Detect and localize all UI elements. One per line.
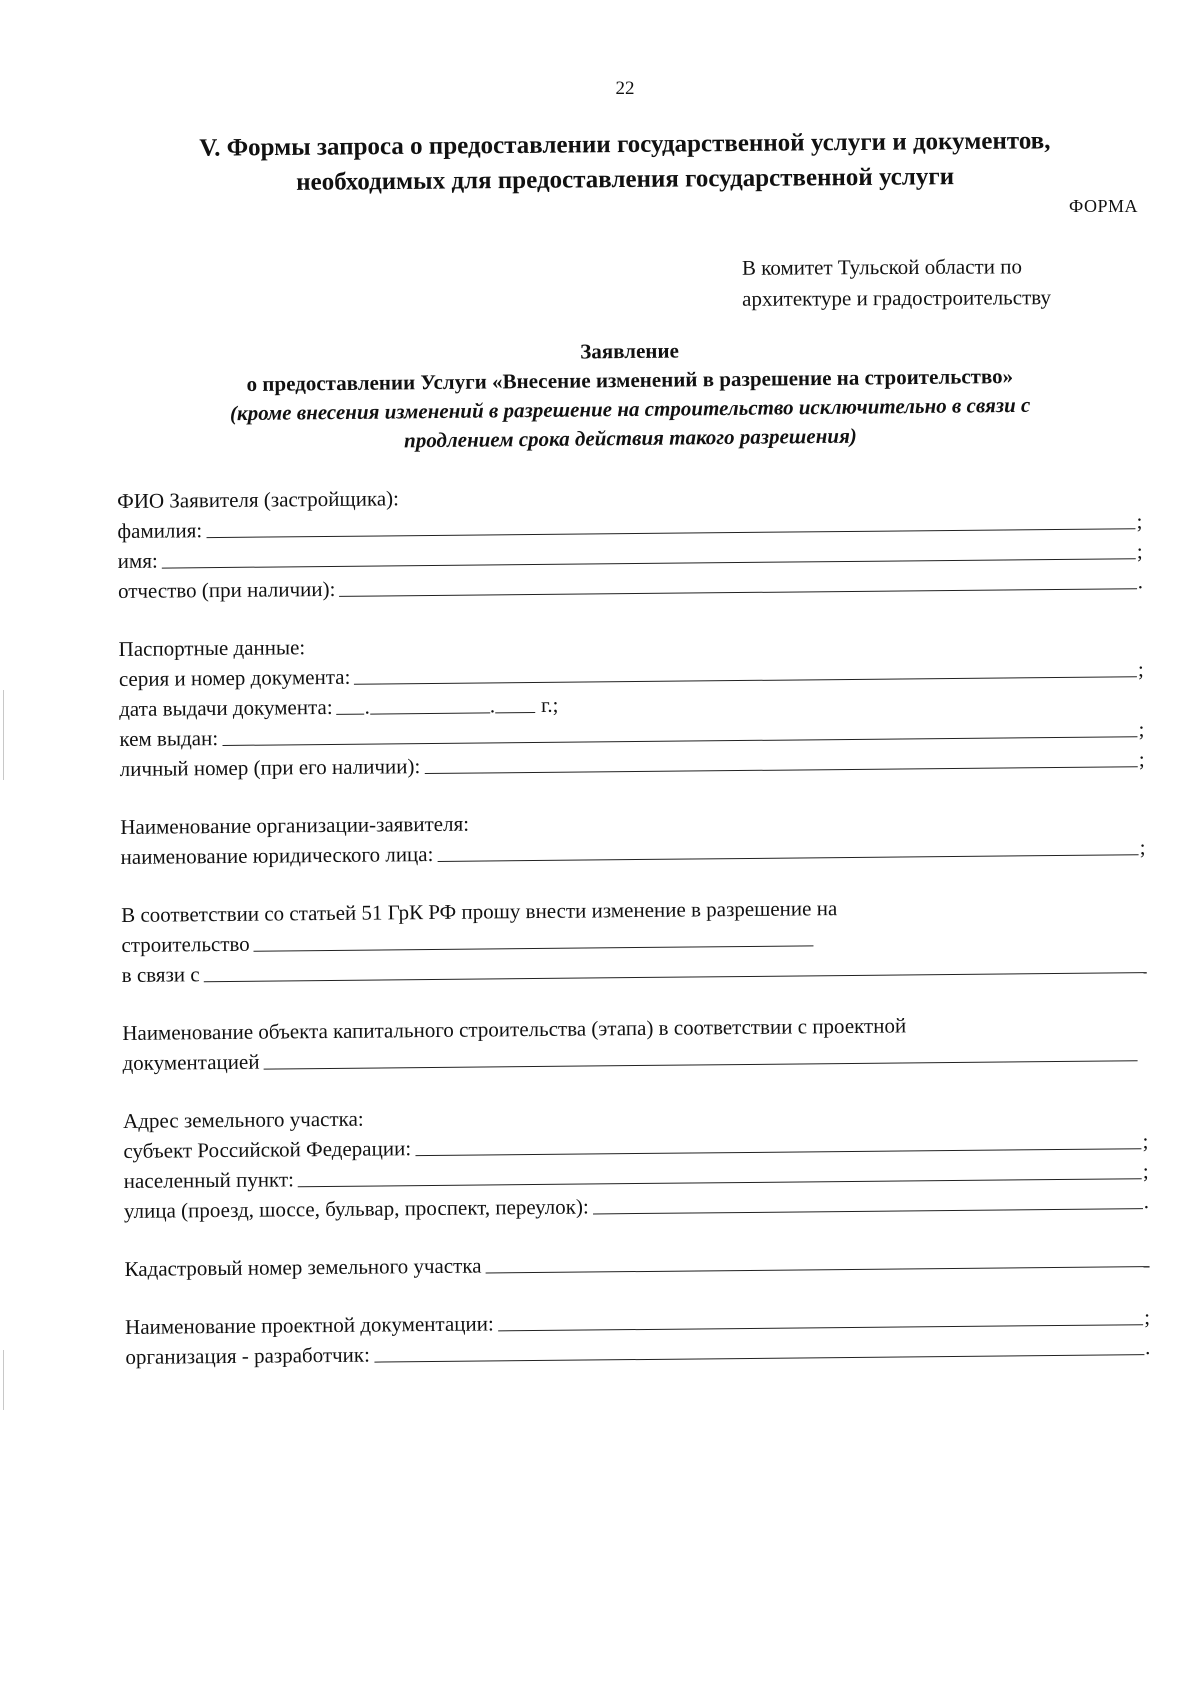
section-title	[120, 123, 1131, 202]
personal-number-field[interactable]	[424, 748, 1138, 774]
applicant-section	[117, 474, 1143, 604]
locality-field[interactable]	[298, 1160, 1142, 1187]
organization-section	[120, 800, 1146, 870]
cadastral-number-field[interactable]	[485, 1248, 1149, 1273]
statement-header	[109, 332, 1150, 459]
applicant-heading-text: ФИО Заявителя (застройщика):	[117, 486, 400, 513]
section-title-line-1: V. Формы запроса о предоставлении государственной услуги и документов,	[199, 127, 1051, 162]
issue-month-field[interactable]	[370, 694, 490, 714]
scan-margin-mark	[3, 690, 4, 780]
page-number: 22	[615, 78, 635, 99]
statement-note-line-1: (кроме внесения изменений в разрешение на строительство исключительно в связи с	[229, 392, 1031, 426]
reason-field[interactable]	[203, 954, 1146, 982]
request-text: В соответствии со статьей 51 ГрК РФ прошу внести изменение в разрешение на	[121, 896, 838, 927]
addressee	[742, 251, 1051, 315]
application-form	[117, 474, 1151, 1398]
name-field[interactable]	[162, 540, 1136, 568]
series-number-label: серия и номер документа:	[118, 664, 351, 691]
cadastral-row	[124, 1242, 1149, 1282]
issued-by-field[interactable]	[222, 718, 1138, 746]
patronymic-field[interactable]	[339, 570, 1137, 597]
object-text: Наименование объекта капитального строительства (этапа) в соответствии с проектной	[122, 1013, 907, 1045]
locality-label: населенный пункт:	[123, 1167, 295, 1193]
organization-heading-text: Наименование организации-заявителя:	[120, 811, 470, 839]
object-section	[122, 1006, 1148, 1076]
period: .	[1144, 1335, 1151, 1360]
issue-year-field[interactable]	[495, 694, 535, 713]
date-dot: .	[489, 693, 496, 718]
land-address-heading-text: Адрес земельного участка:	[122, 1106, 364, 1133]
surname-field[interactable]	[206, 510, 1136, 538]
semicolon: ;	[1138, 747, 1145, 772]
construction-label: строительство	[121, 931, 250, 957]
reason-label: в связи с	[121, 962, 200, 987]
period: .	[1143, 1189, 1150, 1214]
personal-number-label: личный номер (при его наличии):	[119, 754, 421, 781]
addressee-line-2: архитектуре и градостроительству	[742, 285, 1051, 311]
legal-name-label: наименование юридического лица:	[120, 841, 434, 869]
year-suffix: г.;	[540, 692, 559, 717]
statement-title: Заявление	[580, 338, 679, 364]
request-section	[121, 888, 1147, 988]
project-docs-section	[125, 1300, 1151, 1370]
section-title-line-2: необходимых для предоставления государственной услуги	[296, 163, 955, 196]
series-number-field[interactable]	[354, 658, 1137, 685]
scan-margin-mark	[3, 1350, 4, 1410]
construction-permit-field[interactable]	[254, 927, 814, 951]
semicolon: ;	[1138, 717, 1145, 742]
project-name-field[interactable]	[498, 1306, 1144, 1331]
cadastral-label: Кадастровый номер земельного участка	[124, 1253, 482, 1281]
patronymic-label: отчество (при наличии):	[117, 576, 336, 603]
issue-date-label: дата выдачи документа:	[119, 694, 333, 721]
street-field[interactable]	[593, 1190, 1143, 1214]
cadastral-section	[124, 1242, 1149, 1282]
street-label: улица (проезд, шоссе, бульвар, проспект, переулок):	[123, 1194, 589, 1223]
subject-field[interactable]	[415, 1130, 1142, 1156]
semicolon: ;	[1137, 657, 1144, 682]
date-dot: .	[364, 694, 370, 719]
issue-day-field[interactable]	[337, 696, 365, 715]
object-doc-label: документацией	[122, 1049, 260, 1075]
land-address-section	[123, 1094, 1149, 1224]
surname-label: фамилия:	[117, 518, 203, 543]
developer-field[interactable]	[374, 1336, 1144, 1362]
form-label: ФОРМА	[1069, 196, 1138, 216]
subject-label: субъект Российской Федерации:	[123, 1136, 412, 1163]
semicolon: ;	[1142, 1159, 1149, 1184]
statement-note-line-2: продлением срока действия такого разрешения)	[403, 423, 857, 453]
project-name-label: Наименование проектной документации:	[124, 1311, 494, 1339]
semicolon: ;	[1136, 509, 1143, 534]
semicolon: ;	[1144, 1305, 1151, 1330]
period: .	[1137, 569, 1144, 594]
name-label: имя:	[117, 548, 158, 573]
addressee-line-1: В комитет Тульской области по	[741, 254, 1022, 280]
issued-by-label: кем выдан:	[119, 726, 219, 751]
semicolon: ;	[1142, 1129, 1149, 1154]
legal-name-field[interactable]	[437, 836, 1138, 862]
semicolon: ;	[1139, 835, 1146, 860]
passport-heading-text: Паспортные данные:	[118, 635, 306, 661]
statement-subtitle: о предоставлении Услуги «Внесение изменений в разрешение на строительство»	[246, 363, 1014, 397]
semicolon: ;	[1136, 539, 1143, 564]
passport-section	[118, 622, 1144, 782]
developer-label: организация - разработчик:	[125, 1342, 370, 1369]
object-name-field[interactable]	[263, 1042, 1137, 1069]
